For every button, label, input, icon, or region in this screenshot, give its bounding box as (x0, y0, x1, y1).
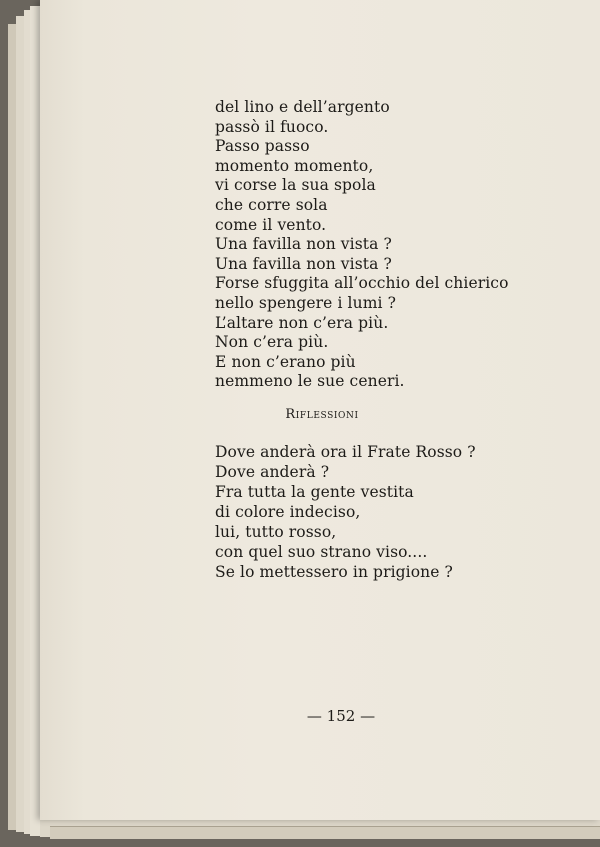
poem-line: Dove anderà ora il Frate Rosso ? (215, 443, 476, 461)
section-title: Riflessioni (285, 407, 359, 422)
poem-line: Dove anderà ? (215, 463, 330, 481)
poem-line: Se lo mettessero in prigione ? (215, 563, 453, 581)
poem-line: Fra tutta la gente vestita (215, 483, 414, 501)
poem-line: passò il fuoco. (215, 117, 329, 136)
poem-line: Forse sfuggita all’occhio del chierico (215, 274, 509, 293)
page-number: — 152 — (306, 707, 376, 725)
poem-line: di colore indeciso, (215, 503, 361, 521)
poem-line: come il vento. (215, 215, 327, 234)
page-bottom-edge (50, 826, 600, 839)
poem-stanza-2 (215, 442, 555, 582)
poem-line: Una favilla non vista ? (215, 235, 392, 254)
poem-line: Una favilla non vista ? (215, 254, 392, 273)
poem-line: E non c’erano più (215, 352, 356, 371)
poem-line: Non c’era più. (215, 333, 329, 352)
poem-line: L’altare non c’era più. (215, 313, 389, 332)
poem-line: del lino e dell’argento (215, 98, 390, 116)
poem-line: Passo passo (215, 137, 310, 156)
poem-line: nemmeno le sue ceneri. (215, 372, 405, 391)
poem-line: lui, tutto rosso, (215, 523, 337, 541)
poem-line: momento momento, (215, 156, 374, 175)
poem-line: che corre sola (215, 195, 328, 214)
poem-line: vi corse la sua spola (215, 176, 376, 195)
poem-line: con quel suo strano viso.... (215, 543, 428, 561)
poem-stanza-1 (215, 98, 555, 392)
poem-line: nello spengere i lumi ? (215, 293, 396, 312)
